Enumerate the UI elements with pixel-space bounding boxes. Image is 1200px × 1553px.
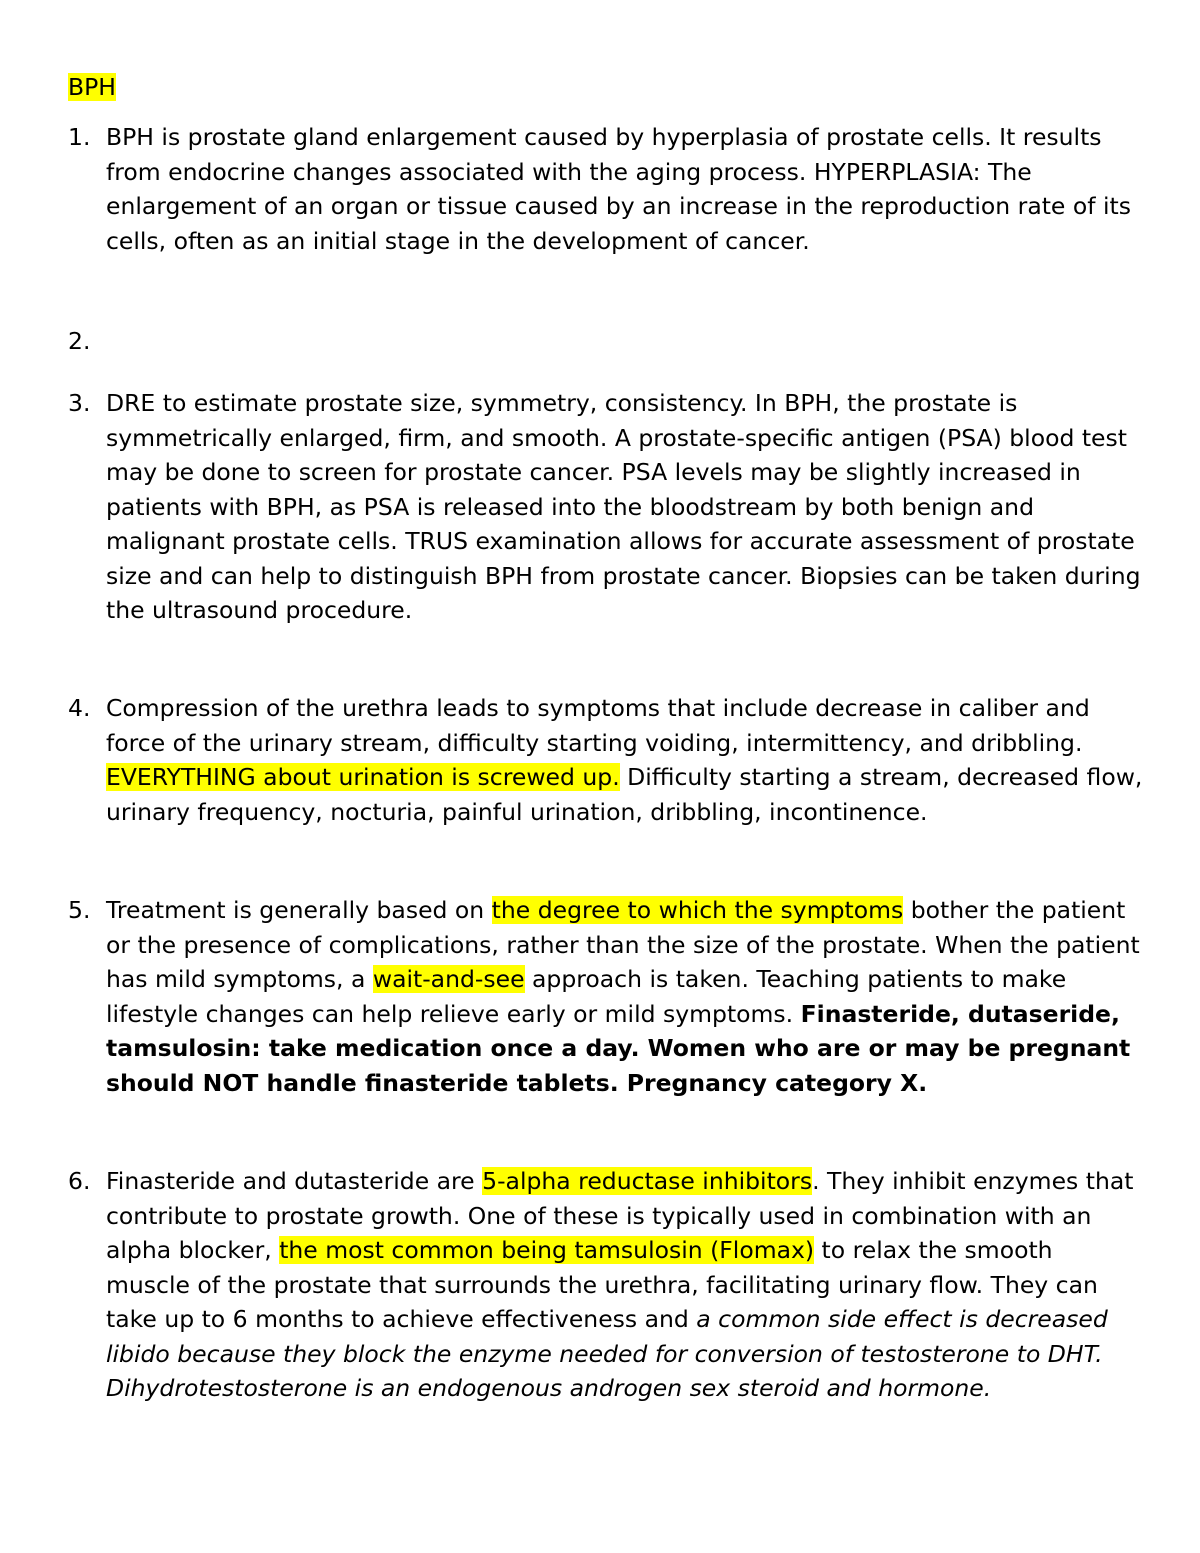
- text-segment: Treatment is generally based on: [106, 896, 492, 924]
- item-number: 1.: [68, 123, 91, 151]
- item-text: BPH is prostate gland enlargement caused by hyperplasia of prostate cells. It results from endocrine changes associated with the aging process. HYPERPLASIA: The enlargement of an organ or tissue caused by an increase in the reproduction rate of its cells, often as an initial stage in the development of cancer.: [106, 123, 1131, 255]
- item-number: 5.: [68, 896, 91, 924]
- highlighted-text: the degree to which the symptoms: [491, 896, 904, 924]
- text-segment: to relax the smooth muscle of the prostate that surrounds the urethra, facilitating urinary flow. They can take up to 6 months to achieve effectiveness and: [106, 1236, 1098, 1333]
- title-highlight: BPH: [68, 73, 116, 101]
- item-text: DRE to estimate prostate size, symmetry, consistency. In BPH, the prostate is symmetrically enlarged, firm, and smooth. A prostate-specific antigen (PSA) blood test may be done to screen for prostate cancer. PSA levels may be slightly increased in patients with BPH, as PSA is released into the bloodstream by both benign and malignant prostate cells. TRUS examination allows for accurate assessment of prostate size and can help to distinguish BPH from prostate cancer. Biopsies can be taken during the ultrasound procedure.: [106, 389, 1141, 624]
- item-number: 2.: [68, 327, 91, 355]
- item-text: [106, 893, 1143, 1100]
- item-number: 6.: [68, 1167, 91, 1195]
- highlighted-text: 5-alpha reductase inhibitors: [482, 1167, 813, 1195]
- highlighted-text: wait-and-see: [372, 965, 525, 993]
- item-number: 3.: [68, 389, 91, 417]
- item-text: [106, 691, 1143, 829]
- text-segment: Finasteride and dutasteride are: [106, 1167, 483, 1195]
- italic-text: a common side effect is decreased libido because they block the enzyme needed for conversion of testosterone to DHT. Dihydrotestosterone is an endogenous androgen sex steroid and hormone.: [106, 1305, 1108, 1402]
- highlighted-text: EVERYTHING about urination is screwed up.: [106, 763, 620, 791]
- text-segment: Compression of the urethra leads to symptoms that include decrease in caliber and force of the urinary stream, difficulty starting voiding, intermittency, and dribbling.: [106, 694, 1090, 757]
- text-segment: Difficulty starting a stream, decreased flow, urinary frequency, nocturia, painful urination, dribbling, incontinence.: [106, 763, 1143, 826]
- text-segment: approach is taken. Teaching patients to make lifestyle changes can help relieve early or mild symptoms.: [106, 965, 1067, 1028]
- item-number: 4.: [68, 694, 91, 722]
- highlighted-text: the most common being tamsulosin (Flomax): [279, 1236, 815, 1264]
- document-title: [68, 70, 116, 105]
- bold-text: Finasteride, dutaseride, tamsulosin: take medication once a day. Women who are or may be pregnant should NOT handle finasteride tablets. Pregnancy category X.: [106, 999, 1131, 1097]
- item-text: [106, 1164, 1143, 1406]
- text-segment: bother the patient or the presence of complications, rather than the size of the prostate. When the patient has mild symptoms, a: [106, 896, 1140, 993]
- text-segment: . They inhibit enzymes that contribute to prostate growth. One of these is typically used in combination with an alpha blocker,: [106, 1167, 1134, 1264]
